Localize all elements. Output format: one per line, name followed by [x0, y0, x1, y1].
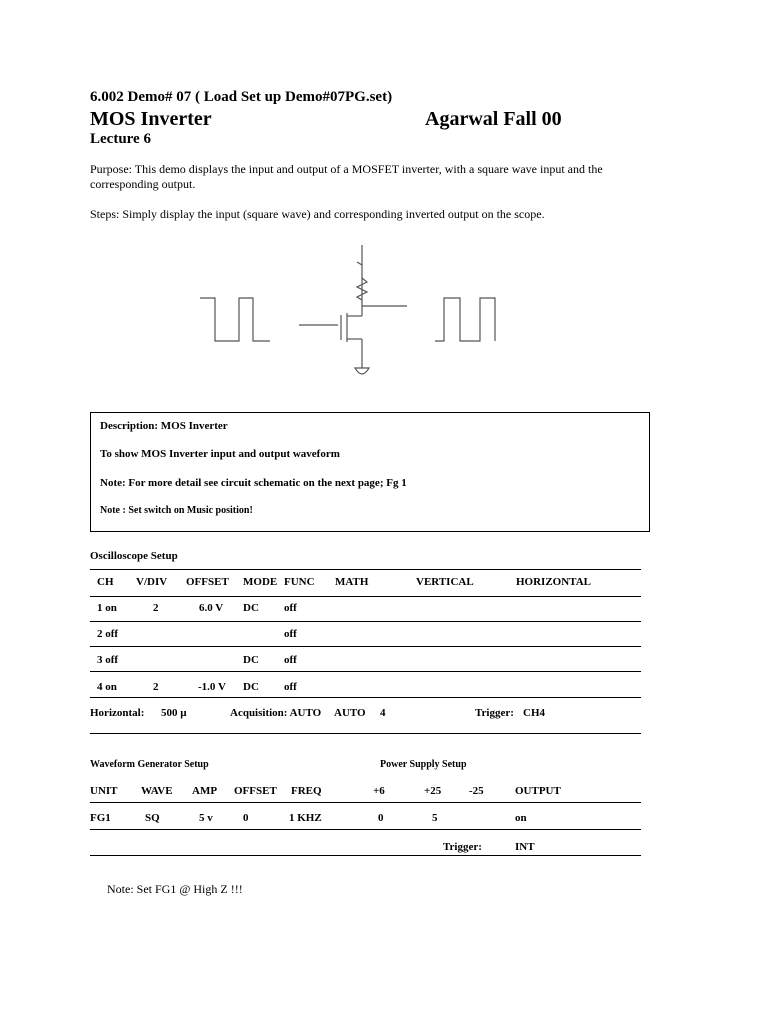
fg-header-cell: WAVE	[141, 785, 173, 797]
ps-header-cell: OUTPUT	[515, 785, 561, 797]
divider	[90, 733, 641, 734]
fg-table-cell: FG1	[90, 812, 111, 824]
ps-table-cell: on	[515, 812, 527, 824]
osc-header-cell: FUNC	[284, 576, 315, 588]
oscilloscope-title: Oscilloscope Setup	[90, 550, 178, 562]
osc-header-cell: HORIZONTAL	[516, 576, 591, 588]
lecture-label: Lecture 6	[90, 131, 151, 147]
osc-table-cell: -1.0 V	[198, 681, 226, 693]
mos-inverter-schematic	[195, 240, 505, 382]
ps-table-cell: 5	[432, 812, 438, 824]
osc-table-cell: DC	[243, 654, 259, 666]
osc-table-cell: 1 on	[97, 602, 117, 614]
osc-table-cell: DC	[243, 602, 259, 614]
fg-table-cell: 1 KHZ	[289, 812, 322, 824]
osc-header-cell: V/DIV	[136, 576, 168, 588]
osc-table-cell: off	[284, 654, 297, 666]
divider	[90, 697, 641, 698]
osc-header-cell: CH	[97, 576, 114, 588]
ps-header-cell: +6	[373, 785, 385, 797]
divider	[90, 569, 641, 570]
power-trigger-value: INT	[515, 841, 535, 853]
page-title: MOS Inverter	[90, 108, 212, 130]
description-title: Description: MOS Inverter	[100, 420, 228, 432]
osc-table-cell: 2	[153, 681, 159, 693]
osc-header-cell: MODE	[243, 576, 278, 588]
divider	[90, 671, 641, 672]
power-trigger-label: Trigger:	[443, 841, 482, 853]
divider	[90, 802, 641, 803]
author-term: Agarwal Fall 00	[425, 108, 562, 130]
horizontal-value: 500 µ	[161, 707, 187, 719]
fg-table-cell: 5 v	[199, 812, 213, 824]
description-line3: Note : Set switch on Music position!	[100, 505, 253, 516]
divider	[90, 621, 641, 622]
horizontal-label: Horizontal:	[90, 707, 145, 719]
osc-table-cell: 2	[153, 602, 159, 614]
fg-header-cell: UNIT	[90, 785, 118, 797]
osc-table-cell: off	[284, 628, 297, 640]
divider	[90, 855, 641, 856]
input-square-wave	[200, 298, 270, 341]
description-box	[90, 412, 650, 532]
output-square-wave	[435, 298, 495, 341]
resistor	[357, 278, 367, 316]
osc-header-cell: MATH	[335, 576, 369, 588]
demo-line: 6.002 Demo# 07 ( Load Set up Demo#07PG.set)	[90, 89, 393, 105]
osc-table-cell: 6.0 V	[199, 602, 224, 614]
high-z-note: Note: Set FG1 @ High Z !!!	[107, 882, 243, 896]
osc-header-cell: VERTICAL	[416, 576, 474, 588]
osc-table-cell: 3 off	[97, 654, 119, 666]
osc-table-cell: 4 on	[97, 681, 117, 693]
fg-header-cell: AMP	[192, 785, 218, 797]
divider	[90, 829, 641, 830]
divider	[90, 596, 641, 597]
purpose-text: Purpose: This demo displays the input and output of a MOSFET inverter, with a square wave input and the corresponding output.	[90, 162, 603, 191]
acquisition-label: Acquisition: AUTO	[230, 707, 322, 719]
ps-table-cell: 0	[378, 812, 384, 824]
osc-table-cell: DC	[243, 681, 259, 693]
ps-header-cell: -25	[469, 785, 484, 797]
fg-header-cell: FREQ	[291, 785, 322, 797]
ps-header-cell: +25	[424, 785, 442, 797]
osc-header-cell: OFFSET	[186, 576, 229, 588]
osc-table-cell: 2 off	[97, 628, 119, 640]
trigger-value: CH4	[523, 707, 545, 719]
osc-table-cell: off	[284, 681, 297, 693]
osc-table-cell: off	[284, 602, 297, 614]
trigger-label: Trigger:	[475, 707, 514, 719]
fg-header-cell: OFFSET	[234, 785, 277, 797]
power-supply-title: Power Supply Setup	[380, 759, 467, 770]
fg-table-cell: 0	[243, 812, 249, 824]
ground-symbol	[355, 368, 369, 374]
divider	[90, 646, 641, 647]
waveform-generator-title: Waveform Generator Setup	[90, 759, 209, 770]
description-line2: Note: For more detail see circuit schematic on the next page; Fg 1	[100, 477, 407, 489]
fg-table-cell: SQ	[145, 812, 160, 824]
steps-text: Steps: Simply display the input (square wave) and corresponding inverted output on the scope.	[90, 207, 545, 221]
acquisition-value: 4	[380, 707, 386, 719]
description-line1: To show MOS Inverter input and output waveform	[100, 448, 340, 460]
acquisition-mode: AUTO	[334, 707, 366, 719]
